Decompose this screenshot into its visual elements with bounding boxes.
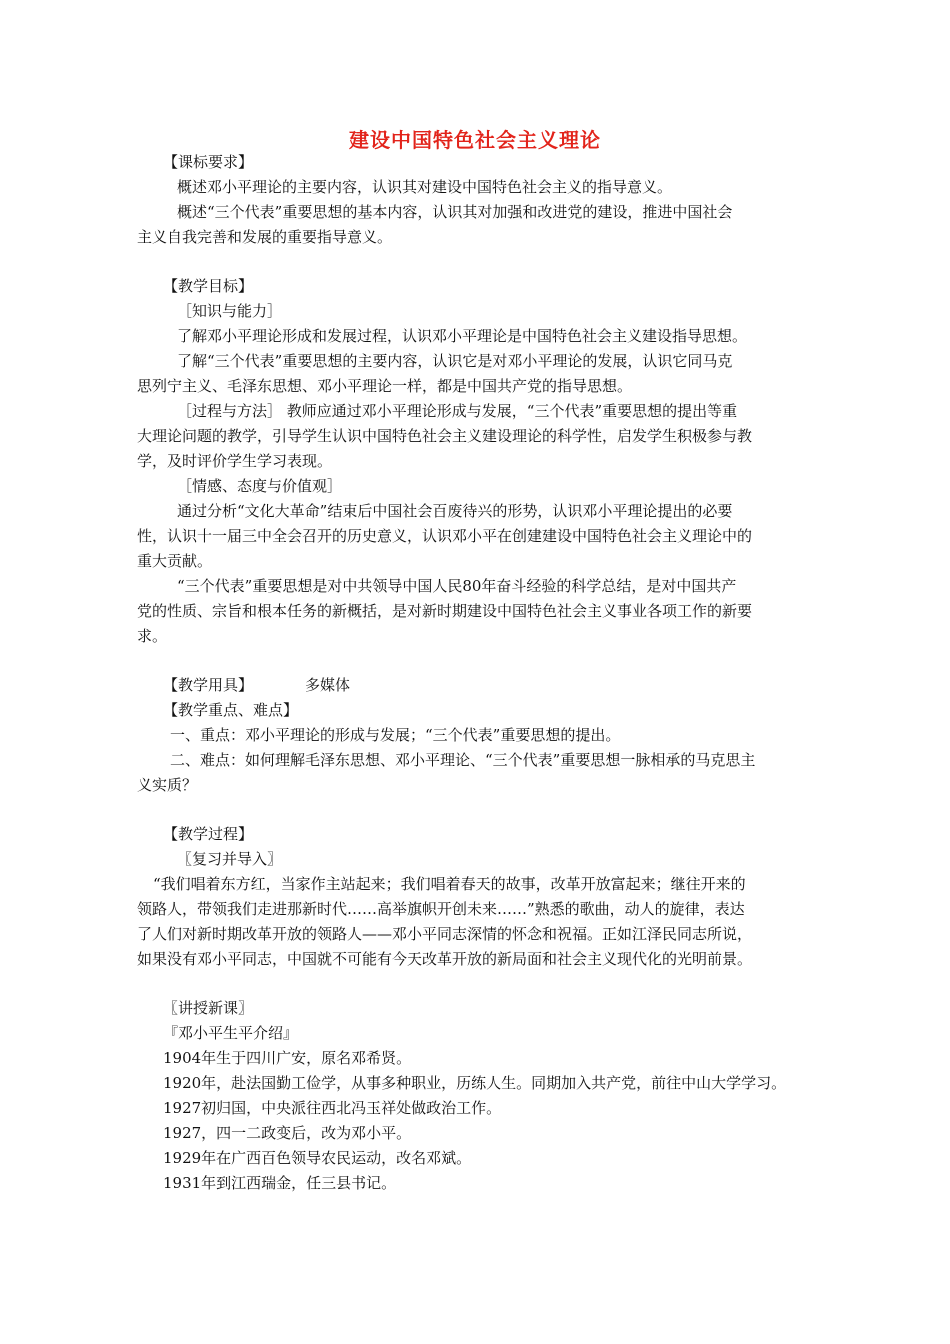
section-heading-yongju: 【教学用具】 [163, 676, 254, 694]
paragraph: 大理论问题的教学，引导学生认识中国特色社会主义建设理论的科学性，启发学生积极参与教 [137, 427, 753, 445]
bio-item: 1920年，赴法国勤工俭学，从事多种职业，历练人生。同期加入共产党，前往中山大学学习。 [163, 1074, 787, 1092]
paragraph: 概述邓小平理论的主要内容，认识其对建设中国特色社会主义的指导意义。 [177, 178, 673, 196]
paragraph: 一、重点：邓小平理论的形成与发展；“三个代表”重要思想的提出。 [170, 726, 621, 744]
bio-item: 1931年到江西瑞金，任三县书记。 [163, 1174, 397, 1192]
subheading: ［知识与能力］ [177, 302, 283, 320]
paragraph: 了解“三个代表”重要思想的主要内容，认识它是对邓小平理论的发展，认识它同马克 [177, 352, 733, 370]
bio-item: 1904年生于四川广安，原名邓希贤。 [163, 1049, 412, 1067]
subheading: 〖讲授新课〗 [163, 999, 254, 1017]
bio-item: 1929年在广西百色领导农民运动，改名邓斌。 [163, 1149, 472, 1167]
subheading: ［情感、态度与价值观］ [177, 477, 343, 495]
paragraph: 学，及时评价学生学习表现。 [137, 452, 333, 470]
paragraph: 求。 [137, 627, 168, 645]
section-heading-guocheng: 【教学过程】 [163, 825, 254, 843]
paragraph: 思列宁主义、毛泽东思想、邓小平理论一样，都是中国共产党的指导思想。 [137, 377, 633, 395]
paragraph: 了解邓小平理论形成和发展过程，认识邓小平理论是中国特色社会主义建设指导思想。 [177, 327, 748, 345]
subheading: 〖复习并导入〗 [177, 850, 283, 868]
bio-item: 1927，四一二政变后，改为邓小平。 [163, 1124, 412, 1142]
subheading: 『邓小平生平介绍』 [163, 1024, 299, 1042]
paragraph: ［过程与方法］ 教师应通过邓小平理论形成与发展，“三个代表”重要思想的提出等重 [177, 402, 738, 420]
paragraph: 领路人，带领我们走进那新时代……高举旗帜开创未来……”熟悉的歌曲，动人的旋律，表达 [137, 900, 745, 918]
bio-item: 1927初归国，中央派往西北冯玉祥处做政治工作。 [163, 1099, 502, 1117]
paragraph: “我们唱着东方红，当家作主站起来；我们唱着春天的故事，改革开放富起来；继往开来的 [153, 875, 746, 893]
section-heading-zhongdian: 【教学重点、难点】 [163, 701, 299, 719]
paragraph: 党的性质、宗旨和根本任务的新概括，是对新时期建设中国特色社会主义事业各项工作的新要 [137, 602, 753, 620]
paragraph: 主义自我完善和发展的重要指导意义。 [137, 228, 393, 246]
paragraph: 通过分析“文化大革命”结束后中国社会百废待兴的形势，认识邓小平理论提出的必要 [177, 502, 733, 520]
section-heading-mubiao: 【教学目标】 [163, 277, 254, 295]
paragraph: 性，认识十一届三中全会召开的历史意义，认识邓小平在创建建设中国特色社会主义理论中的 [137, 527, 753, 545]
paragraph: 义实质？ [137, 776, 198, 794]
paragraph: 重大贡献。 [137, 552, 213, 570]
teaching-tools-value: 多媒体 [305, 676, 351, 694]
paragraph: 如果没有邓小平同志，中国就不可能有今天改革开放的新局面和社会主义现代化的光明前景。 [137, 950, 753, 968]
page-title: 建设中国特色社会主义理论 [349, 128, 601, 152]
paragraph: “三个代表”重要思想是对中共领导中国人民80年奋斗经验的科学总结，是对中国共产 [177, 577, 737, 595]
paragraph: 二、难点：如何理解毛泽东思想、邓小平理论、“三个代表”重要思想一脉相承的马克思主 [170, 751, 756, 769]
paragraph: 了人们对新时期改革开放的领路人——邓小平同志深情的怀念和祝福。正如江泽民同志所说， [137, 925, 753, 943]
paragraph: 概述“三个代表”重要思想的基本内容，认识其对加强和改进党的建设，推进中国社会 [177, 203, 733, 221]
section-heading-kebiao: 【课标要求】 [163, 153, 254, 171]
